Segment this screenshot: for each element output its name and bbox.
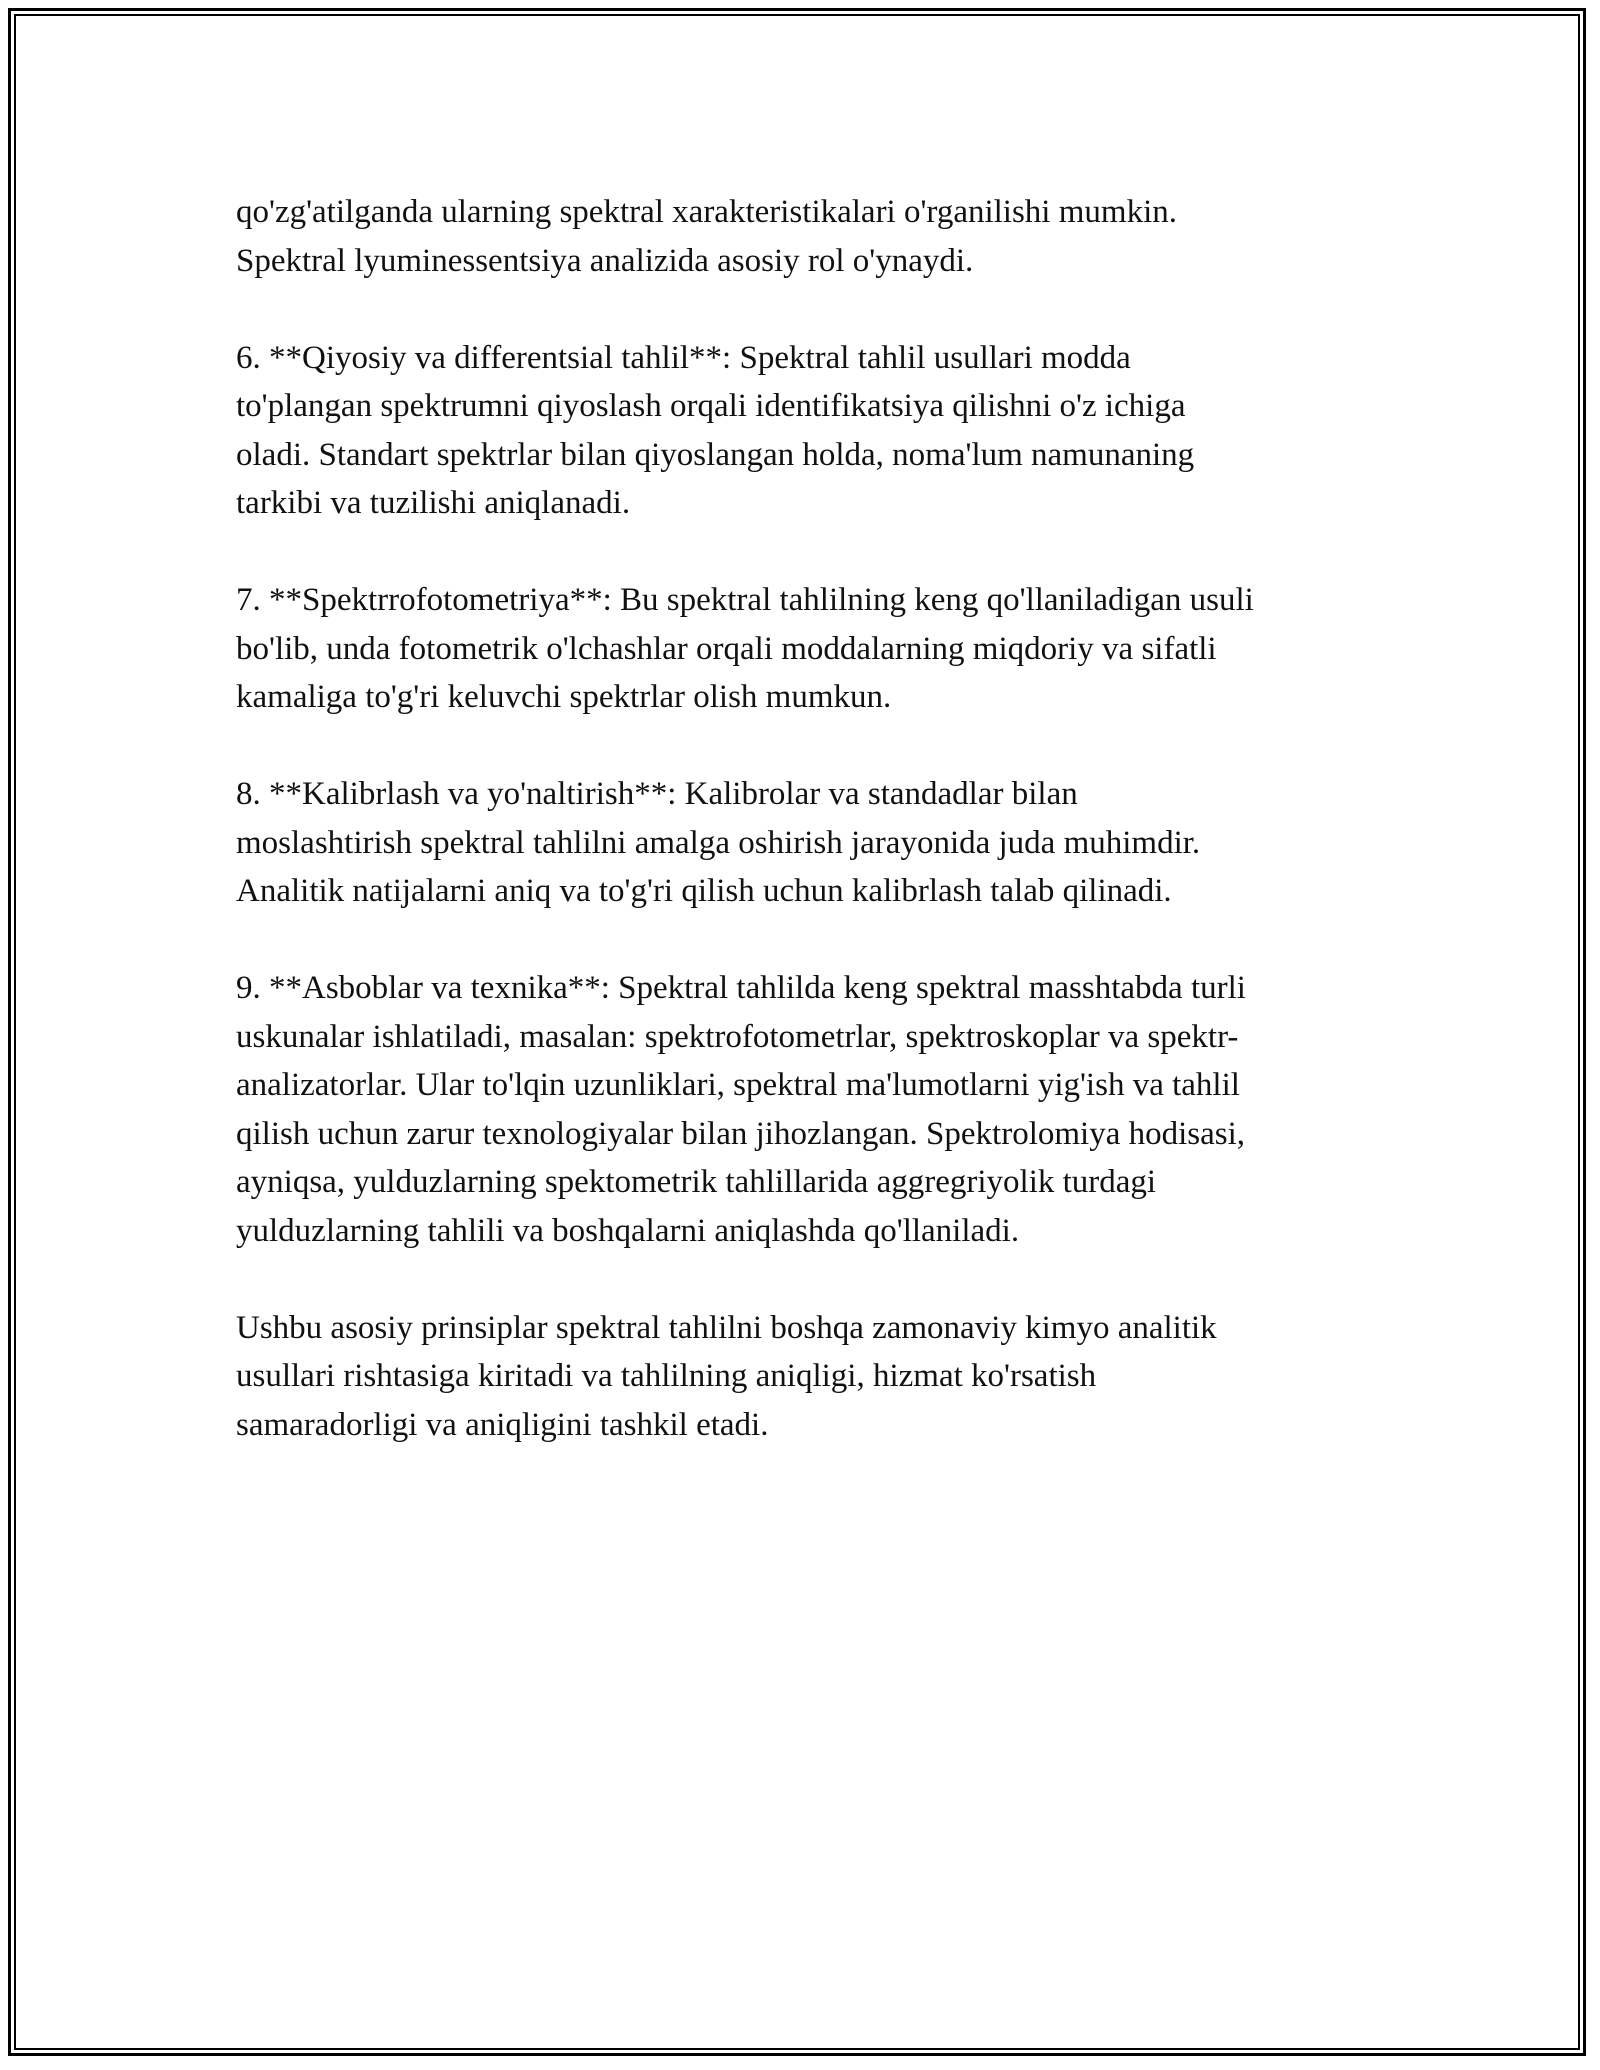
paragraph-item-9: 9. **Asboblar va texnika**: Spektral tahlilda keng spektral masshtabda turli uskunalar ishlatiladi, masalan: spektrofotometrlar, spektroskoplar va spektr- analizatorlar. Ular to'lqin uzunliklari, spektral ma'lumotlarni yig'ish va tahlil qilish uchun zarur texnologiyalar bilan jihozlangan. Spektrolomiya hodisasi, ayniqsa, yulduzlarning spektometrik tahlillarida aggregriyolik turdagi yulduzlarning tahlili va boshqalarni aniqlashda qo'llaniladi. [236,970,1246,1249]
paragraph-conclusion: Ushbu asosiy prinsiplar spektral tahlilni boshqa zamonaviy kimyo analitik usullari rishtasiga kiritadi va tahlilning aniqligi, hizmat ko'rsatish samaradorligi va aniqligini tashkil etadi. [236,1309,1217,1443]
paragraph-item-6: 6. **Qiyosiy va differentsial tahlil**: Spektral tahlil usullari modda to'plangan spektrumni qiyoslash orqali identifikatsiya qilishni o'z ichiga oladi. Standart spektrlar bilan qiyoslangan holda, noma'lum namunaning tarkibi va tuzilishi aniqlanadi. [236,339,1195,521]
paragraph-intro-continuation: qo'zg'atilganda ularning spektral xarakteristikalari o'rganilishi mumkin. Spektral lyuminessentsiya analizida asosiy rol o'ynaydi. [236,194,1177,279]
document-body [236,188,1386,1498]
paragraph-item-8: 8. **Kalibrlash va yo'naltirish**: Kalibrolar va standadlar bilan moslashtirish spektral tahlilni amalga oshirish jarayonida juda muhimdir. Analitik natijalarni aniq va to'g'ri qilish uchun kalibrlash talab qilinadi. [236,776,1201,909]
paragraph-item-7: 7. **Spektrrofotometriya**: Bu spektral tahlilning keng qo'llaniladigan usuli bo'lib, unda fotometrik o'lchashlar orqali moddalarning miqdoriy va sifatli kamaliga to'g'ri keluvchi spektrlar olish mumkun. [236,582,1254,715]
